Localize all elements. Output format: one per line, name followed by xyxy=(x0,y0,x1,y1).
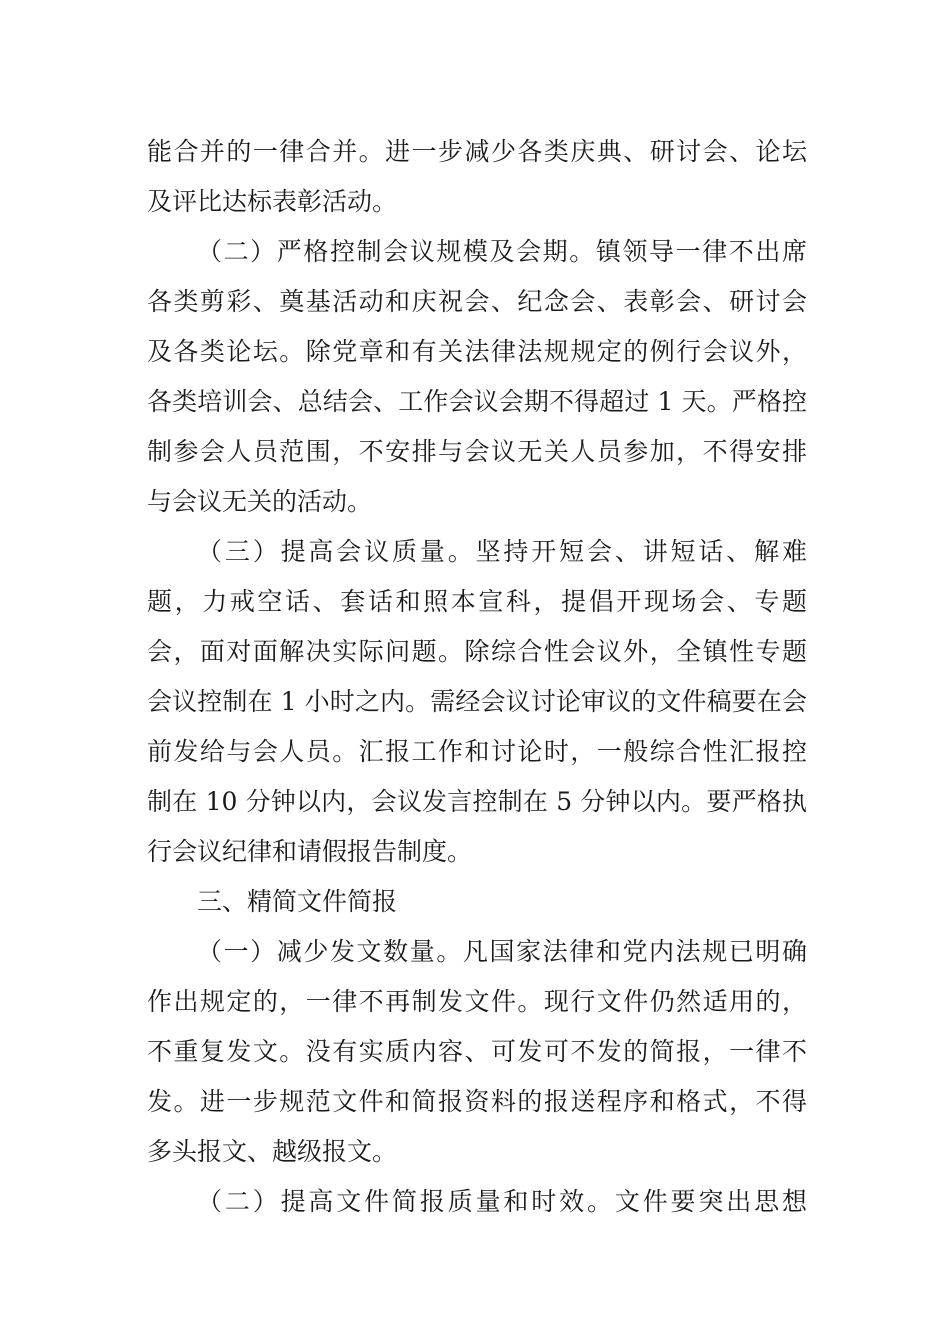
section-heading: 三、精简文件简报 xyxy=(197,887,398,916)
text-line: 及各类论坛。除党章和有关法律法规规定的例行会议外， xyxy=(147,337,807,366)
text-line: 制在 10 分钟以内，会议发言控制在 5 分钟以内。要严格执 xyxy=(147,787,807,816)
text-line: 及评比达标表彰活动。 xyxy=(147,187,398,216)
text-line: 发。进一步规范文件和简报资料的报送程序和格式，不得 xyxy=(147,1087,807,1116)
text-line: （一）减少发文数量。凡国家法律和党内法规已明确 xyxy=(197,937,807,966)
text-line: 前发给与会人员。汇报工作和讨论时，一般综合性汇报控 xyxy=(147,737,807,766)
text-line: （三）提高会议质量。坚持开短会、讲短话、解难 xyxy=(197,537,807,566)
text-line: 各类培训会、总结会、工作会议会期不得超过 1 天。严格控 xyxy=(147,387,807,416)
document-body xyxy=(147,127,807,1227)
text-line: 能合并的一律合并。进一步减少各类庆典、研讨会、论坛 xyxy=(147,137,807,166)
text-line: 作出规定的，一律不再制发文件。现行文件仍然适用的， xyxy=(147,987,807,1016)
text-line: 题，力戒空话、套话和照本宣科，提倡开现场会、专题 xyxy=(147,587,807,616)
text-line: 行会议纪律和请假报告制度。 xyxy=(147,837,473,866)
text-line: 多头报文、越级报文。 xyxy=(147,1137,398,1166)
text-line: （二）提高文件简报质量和时效。文件要突出思想 xyxy=(197,1187,807,1216)
text-line: 制参会人员范围，不安排与会议无关人员参加，不得安排 xyxy=(147,437,807,466)
text-line: 与会议无关的活动。 xyxy=(147,487,373,516)
text-line: 会议控制在 1 小时之内。需经会议讨论审议的文件稿要在会 xyxy=(147,687,807,716)
text-line: 各类剪彩、奠基活动和庆祝会、纪念会、表彰会、研讨会 xyxy=(147,287,807,316)
text-line: 会，面对面解决实际问题。除综合性会议外，全镇性专题 xyxy=(147,637,807,666)
text-line: （二）严格控制会议规模及会期。镇领导一律不出席 xyxy=(197,237,807,266)
text-line: 不重复发文。没有实质内容、可发可不发的简报，一律不 xyxy=(147,1037,807,1066)
